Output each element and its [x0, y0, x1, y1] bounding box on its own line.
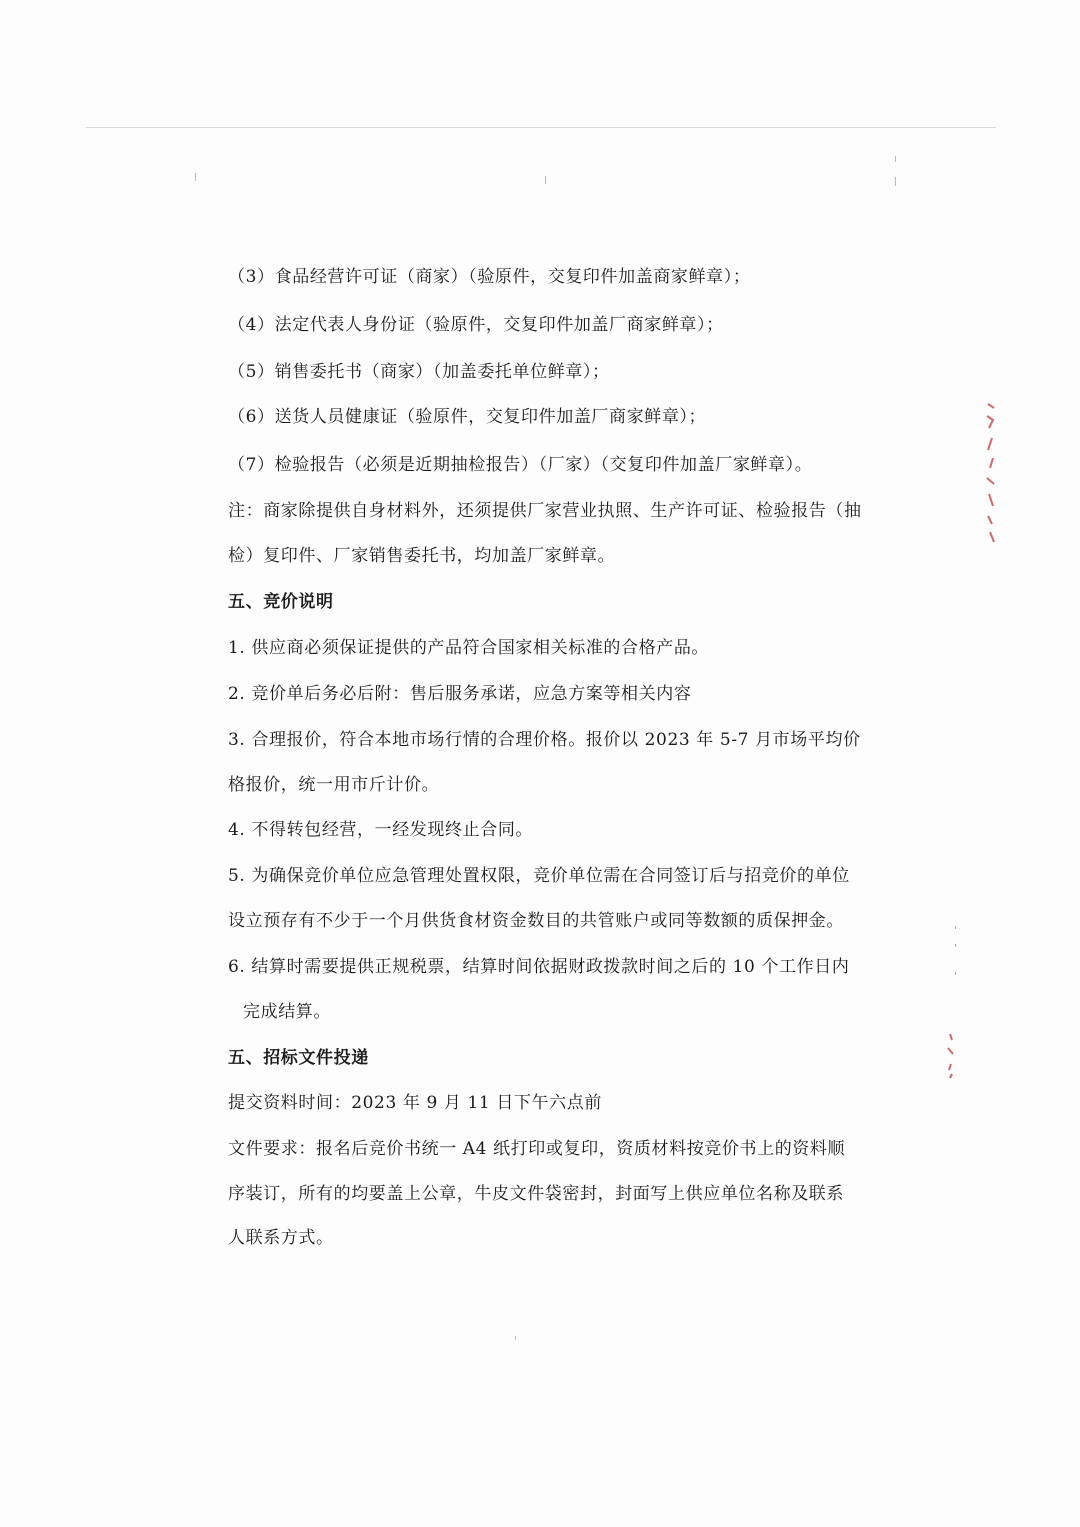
bidding-item-4: 4. 不得转包经营，一经发现终止合同。: [228, 820, 534, 840]
file-requirements-line-2: 序装订，所有的均要盖上公章，牛皮文件袋密封，封面写上供应单位名称及联系: [228, 1184, 844, 1204]
qualification-item-4: （4）法定代表人身份证（验原件，交复印件加盖厂商家鲜章）；: [228, 315, 724, 335]
bidding-item-6-line-2: 完成结算。: [243, 1002, 331, 1022]
qualification-item-5: （5）销售委托书（商家）（加盖委托单位鲜章）；: [228, 362, 610, 382]
seal-fragment-icon: [944, 1030, 958, 1080]
bidding-item-3-line-1: 3. 合理报价，符合本地市场行情的合理价格。报价以 2023 年 5-7 月市场平均价: [228, 730, 861, 750]
note-line-1: 注：商家除提供自身材料外，还须提供厂家营业执照、生产许可证、检验报告（抽: [228, 501, 862, 521]
submission-deadline: 提交资料时间：2023 年 9 月 11 日下午六点前: [228, 1093, 602, 1113]
qualification-item-3: （3）食品经营许可证（商家）（验原件，交复印件加盖商家鲜章）；: [228, 267, 751, 287]
top-rule-divider: [86, 127, 996, 128]
scan-mark: [515, 1336, 516, 1340]
file-requirements-line-1: 文件要求：报名后竞价书统一 A4 纸打印或复印，资质材料按竞价书上的资料顺: [228, 1139, 846, 1159]
section-heading-bidding: 五、竞价说明: [228, 592, 334, 612]
scan-mark: [545, 176, 546, 184]
note-line-2: 检）复印件、厂家销售委托书，均加盖厂家鲜章。: [228, 546, 616, 566]
qualification-item-6: （6）送货人员健康证（验原件，交复印件加盖厂商家鲜章）；: [228, 407, 707, 427]
file-requirements-line-3: 人联系方式。: [228, 1228, 334, 1248]
scan-mark: [955, 944, 956, 947]
bidding-item-5-line-2: 设立预存有不少于一个月供货食材资金数目的共管账户或同等数额的质保押金。: [228, 911, 844, 931]
scan-mark: [955, 926, 956, 929]
seal-fragment-icon: [984, 398, 998, 548]
qualification-item-7: （7）检验报告（必须是近期抽检报告）（厂家）（交复印件加盖厂家鲜章）。: [228, 455, 813, 475]
bidding-item-5-line-1: 5. 为确保竞价单位应急管理处置权限，竞价单位需在合同签订后与招竞价的单位: [228, 866, 850, 886]
scan-mark: [895, 156, 896, 162]
bidding-item-3-line-2: 格报价，统一用市斤计价。: [228, 775, 440, 795]
section-heading-delivery: 五、招标文件投递: [228, 1048, 369, 1068]
bidding-item-6-line-1: 6. 结算时需要提供正规税票，结算时间依据财政拨款时间之后的 10 个工作日内: [228, 957, 850, 977]
scan-mark: [955, 972, 956, 975]
bidding-item-2: 2. 竞价单后务必后附：售后服务承诺，应急方案等相关内容: [228, 684, 692, 704]
bidding-item-1: 1. 供应商必须保证提供的产品符合国家相关标准的合格产品。: [228, 638, 710, 658]
scan-mark: [895, 177, 896, 186]
scan-mark: [195, 173, 196, 181]
